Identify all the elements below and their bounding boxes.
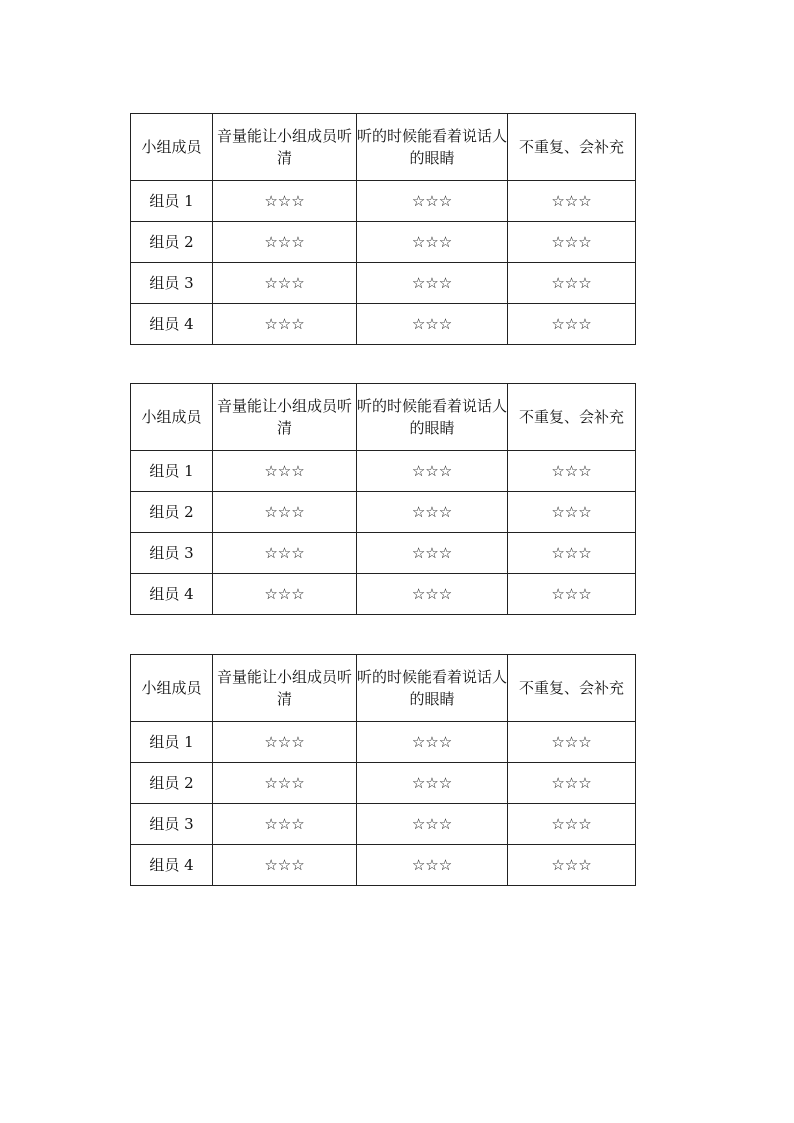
header-supplement: 不重复、会补充 — [508, 655, 636, 722]
header-eye-contact: 听的时候能看着说话人的眼睛 — [357, 114, 508, 181]
member-name: 组员 2 — [131, 222, 213, 263]
table-row — [131, 845, 636, 886]
volume-stars: ☆☆☆ — [213, 304, 357, 345]
supplement-stars: ☆☆☆ — [508, 263, 636, 304]
table-header-row — [131, 114, 636, 181]
supplement-stars: ☆☆☆ — [508, 845, 636, 886]
table-row — [131, 263, 636, 304]
header-supplement: 不重复、会补充 — [508, 384, 636, 451]
supplement-stars: ☆☆☆ — [508, 222, 636, 263]
volume-stars: ☆☆☆ — [213, 263, 357, 304]
eye-contact-stars: ☆☆☆ — [357, 804, 508, 845]
eye-contact-stars: ☆☆☆ — [357, 451, 508, 492]
supplement-stars: ☆☆☆ — [508, 533, 636, 574]
table-header-row — [131, 655, 636, 722]
supplement-stars: ☆☆☆ — [508, 492, 636, 533]
eye-contact-stars: ☆☆☆ — [357, 222, 508, 263]
volume-stars: ☆☆☆ — [213, 574, 357, 615]
volume-stars: ☆☆☆ — [213, 533, 357, 574]
table-row — [131, 222, 636, 263]
member-name: 组员 4 — [131, 845, 213, 886]
header-member: 小组成员 — [131, 114, 213, 181]
supplement-stars: ☆☆☆ — [508, 304, 636, 345]
member-name: 组员 1 — [131, 451, 213, 492]
member-name: 组员 2 — [131, 492, 213, 533]
eye-contact-stars: ☆☆☆ — [357, 181, 508, 222]
evaluation-table-3 — [130, 654, 636, 886]
eye-contact-stars: ☆☆☆ — [357, 722, 508, 763]
member-name: 组员 4 — [131, 304, 213, 345]
evaluation-table-2 — [130, 383, 636, 615]
volume-stars: ☆☆☆ — [213, 763, 357, 804]
table-row — [131, 533, 636, 574]
header-volume: 音量能让小组成员听清 — [213, 114, 357, 181]
table-row — [131, 722, 636, 763]
volume-stars: ☆☆☆ — [213, 181, 357, 222]
member-name: 组员 1 — [131, 722, 213, 763]
header-volume: 音量能让小组成员听清 — [213, 655, 357, 722]
header-supplement: 不重复、会补充 — [508, 114, 636, 181]
volume-stars: ☆☆☆ — [213, 492, 357, 533]
supplement-stars: ☆☆☆ — [508, 574, 636, 615]
header-member: 小组成员 — [131, 655, 213, 722]
header-eye-contact: 听的时候能看着说话人的眼睛 — [357, 655, 508, 722]
eye-contact-stars: ☆☆☆ — [357, 492, 508, 533]
table-row — [131, 304, 636, 345]
header-eye-contact: 听的时候能看着说话人的眼睛 — [357, 384, 508, 451]
supplement-stars: ☆☆☆ — [508, 763, 636, 804]
eye-contact-stars: ☆☆☆ — [357, 304, 508, 345]
header-volume: 音量能让小组成员听清 — [213, 384, 357, 451]
eye-contact-stars: ☆☆☆ — [357, 574, 508, 615]
member-name: 组员 3 — [131, 804, 213, 845]
supplement-stars: ☆☆☆ — [508, 804, 636, 845]
table-row — [131, 763, 636, 804]
supplement-stars: ☆☆☆ — [508, 451, 636, 492]
header-member: 小组成员 — [131, 384, 213, 451]
table-row — [131, 804, 636, 845]
evaluation-table-1 — [130, 113, 636, 345]
table-row — [131, 181, 636, 222]
eye-contact-stars: ☆☆☆ — [357, 263, 508, 304]
member-name: 组员 3 — [131, 533, 213, 574]
eye-contact-stars: ☆☆☆ — [357, 845, 508, 886]
member-name: 组员 2 — [131, 763, 213, 804]
volume-stars: ☆☆☆ — [213, 804, 357, 845]
eye-contact-stars: ☆☆☆ — [357, 533, 508, 574]
member-name: 组员 1 — [131, 181, 213, 222]
volume-stars: ☆☆☆ — [213, 451, 357, 492]
table-row — [131, 492, 636, 533]
volume-stars: ☆☆☆ — [213, 222, 357, 263]
supplement-stars: ☆☆☆ — [508, 722, 636, 763]
member-name: 组员 4 — [131, 574, 213, 615]
table-row — [131, 574, 636, 615]
table-header-row — [131, 384, 636, 451]
volume-stars: ☆☆☆ — [213, 722, 357, 763]
supplement-stars: ☆☆☆ — [508, 181, 636, 222]
eye-contact-stars: ☆☆☆ — [357, 763, 508, 804]
volume-stars: ☆☆☆ — [213, 845, 357, 886]
table-row — [131, 451, 636, 492]
member-name: 组员 3 — [131, 263, 213, 304]
